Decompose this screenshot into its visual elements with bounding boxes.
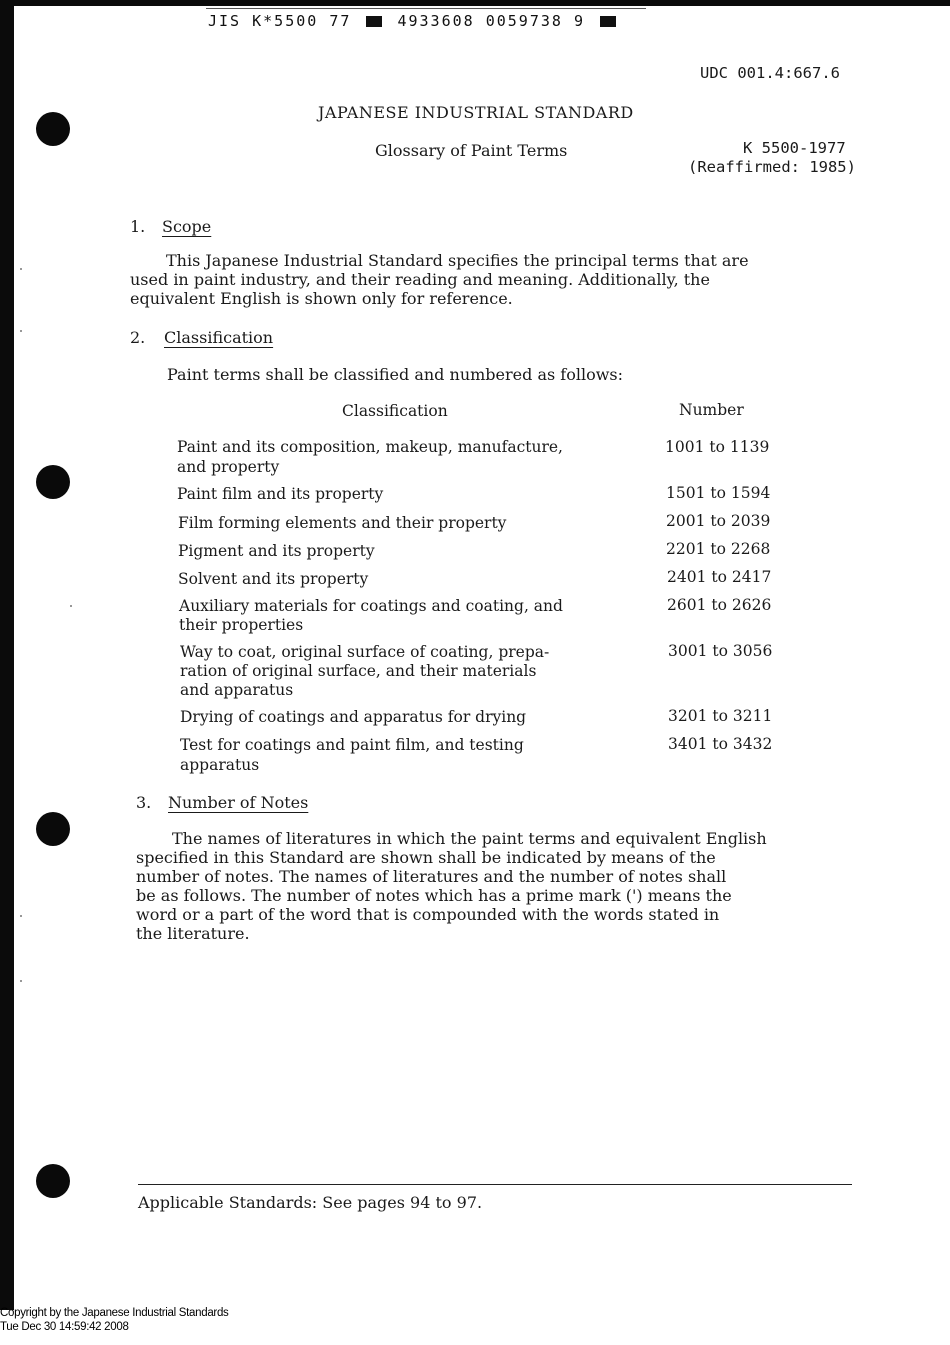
table-row-range: 2201 to 2268 [666,540,771,558]
punch-hole [36,1164,70,1198]
section-number: 2. [130,328,146,347]
table-row-label: Paint and its composition, makeup, manufacture, [177,438,563,456]
paragraph-line: This Japanese Industrial Standard specifies the principal terms that are [166,251,749,270]
scan-left-edge [0,0,14,1310]
punch-hole [36,112,70,146]
column-header-classification: Classification [342,402,448,420]
section-title: Classification [164,328,274,347]
paragraph-line: word or a part of the word that is compounded with the words stated in [136,905,720,924]
table-row-range: 2601 to 2626 [667,596,772,614]
table-row-label: Solvent and its property [178,570,369,588]
scan-speck [20,268,22,270]
scan-top-edge [0,0,950,6]
table-row-range: 2401 to 2417 [667,568,772,586]
paragraph-line: used in paint industry, and their reading and meaning. Additionally, the [130,270,710,289]
punch-hole [36,465,70,499]
table-row-range: 1501 to 1594 [666,484,771,502]
table-row-label: Test for coatings and paint film, and testing [180,736,524,754]
table-row-label: ration of original surface, and their materials [180,662,537,680]
doc-title: Glossary of Paint Terms [375,141,568,160]
paragraph-line: be as follows. The number of notes which has a prime mark (') means the [136,886,732,905]
section-title: Scope [162,217,212,236]
table-row-label: and property [177,458,280,476]
udc-code: UDC 001.4:667.6 [700,64,840,82]
scan-speck [70,605,72,607]
column-header-number: Number [679,401,744,419]
punch-hole [36,812,70,846]
table-row-label: Auxiliary materials for coatings and coating, and [179,597,563,615]
paragraph-line: The names of literatures in which the paint terms and equivalent English [172,829,767,848]
table-row-label: apparatus [180,756,260,774]
table-row-label: Paint film and its property [177,485,384,503]
applicable-standards: Applicable Standards: See pages 94 to 97. [138,1193,483,1212]
org-title: JAPANESE INDUSTRIAL STANDARD [318,103,634,122]
code-rule [206,8,646,9]
standard-number: K 5500-1977 [743,139,846,157]
footer-rule [138,1184,852,1185]
table-row-range: 1001 to 1139 [665,438,770,456]
scan-speck [20,915,22,917]
scan-speck [20,330,22,332]
section-title: Number of Notes [168,793,309,812]
table-row-label: Way to coat, original surface of coating, prepa- [180,643,550,661]
paragraph-line: equivalent English is shown only for reference. [130,289,513,308]
table-row-label: and apparatus [180,681,294,699]
section-number: 3. [136,793,152,812]
redaction-block [366,16,382,27]
paragraph-line: the literature. [136,924,250,943]
paragraph-line: number of notes. The names of literatures and the number of notes shall [136,867,727,886]
table-row-label: Pigment and its property [178,542,375,560]
table-row-label: Film forming elements and their property [178,514,507,532]
print-timestamp: Tue Dec 30 14:59:42 2008 [0,1321,129,1333]
paragraph-line: specified in this Standard are shown shall be indicated by means of the [136,848,716,867]
code-text: 4933608 0059738 9 [397,12,585,30]
paragraph-line: Paint terms shall be classified and numbered as follows: [167,365,623,384]
copyright-notice: Copyright by the Japanese Industrial Standards [0,1307,229,1319]
table-row-range: 3401 to 3432 [668,735,773,753]
section-number: 1. [130,217,146,236]
reaffirmed-date: (Reaffirmed: 1985) [688,158,856,176]
catalog-code [208,12,620,30]
table-row-range: 2001 to 2039 [666,512,771,530]
redaction-block [600,16,616,27]
table-row-range: 3001 to 3056 [668,642,773,660]
table-row-label: Drying of coatings and apparatus for drying [180,708,527,726]
table-row-label: their properties [179,616,304,634]
scan-speck [20,980,22,982]
code-text: JIS K*5500 77 [208,12,352,30]
table-row-range: 3201 to 3211 [668,707,773,725]
